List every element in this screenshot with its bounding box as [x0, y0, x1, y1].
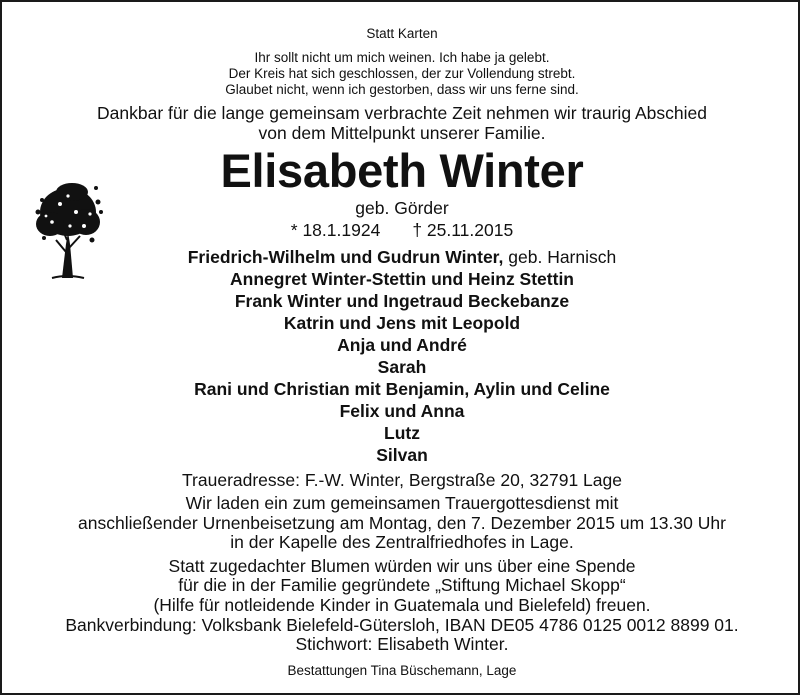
intro-line-2: von dem Mittelpunkt unserer Familie.: [258, 123, 546, 143]
poem-line-1: Ihr sollt nicht um mich weinen. Ich habe ja gelebt.: [254, 50, 550, 65]
donation-line-1: Statt zugedachter Blumen würden wir uns über eine Spende: [168, 556, 636, 576]
family-line: Katrin und Jens mit Leopold: [283, 313, 521, 333]
intro-line-1: Dankbar für die lange gemeinsam verbrachte Zeit nehmen wir traurig Abschied: [97, 103, 707, 123]
service-line-3: in der Kapelle des Zentralfriedhofes in Lage.: [230, 532, 574, 552]
bank-details: Bankverbindung: Volksbank Bielefeld-Gütersloh, IBAN DE05 4786 0125 0012 8899 01.: [65, 615, 739, 635]
family-line: Lutz: [384, 423, 420, 443]
donation-keyword: Stichwort: Elisabeth Winter.: [295, 634, 509, 654]
poem-line-2: Der Kreis hat sich geschlossen, der zur Vollendung strebt.: [228, 66, 576, 81]
family-first-names: Friedrich-Wilhelm und Gudrun Winter,: [187, 247, 504, 267]
maiden-name: geb. Görder: [355, 198, 449, 218]
service-line-2: anschließender Urnenbeisetzung am Montag, den 7. Dezember 2015 um 13.30 Uhr: [78, 513, 726, 533]
funeral-home: Bestattungen Tina Büschemann, Lage: [287, 663, 517, 678]
header-text: Statt Karten: [366, 26, 438, 41]
mourning-address: Traueradresse: F.-W. Winter, Bergstraße 20, 32791 Lage: [182, 470, 622, 490]
birth-date: * 18.1.1924: [290, 220, 381, 240]
life-dates: [2, 220, 800, 241]
family-line: Silvan: [376, 445, 428, 465]
deceased-name: Elisabeth Winter: [220, 144, 584, 197]
donation-line-2: für die in der Familie gegründete „Stiftung Michael Skopp“: [178, 575, 626, 595]
donation-line-3: (Hilfe für notleidende Kinder in Guatemala und Bielefeld) freuen.: [153, 595, 651, 615]
family-line: Annegret Winter-Stettin und Heinz Stettin: [230, 269, 574, 289]
family-line: Rani und Christian mit Benjamin, Aylin und Celine: [194, 379, 610, 399]
family-line: Anja und André: [337, 335, 467, 355]
family-line: Felix und Anna: [339, 401, 465, 421]
family-line: Sarah: [377, 357, 427, 377]
poem-line-3: Glaubet nicht, wenn ich gestorben, dass wir uns ferne sind.: [225, 82, 579, 97]
death-date: † 25.11.2015: [412, 220, 514, 240]
service-line-1: Wir laden ein zum gemeinsamen Trauergottesdienst mit: [185, 493, 619, 513]
family-line-1: [2, 247, 800, 268]
family-first-maiden: geb. Harnisch: [503, 247, 617, 267]
family-line: Frank Winter und Ingetraud Beckebanze: [234, 291, 570, 311]
